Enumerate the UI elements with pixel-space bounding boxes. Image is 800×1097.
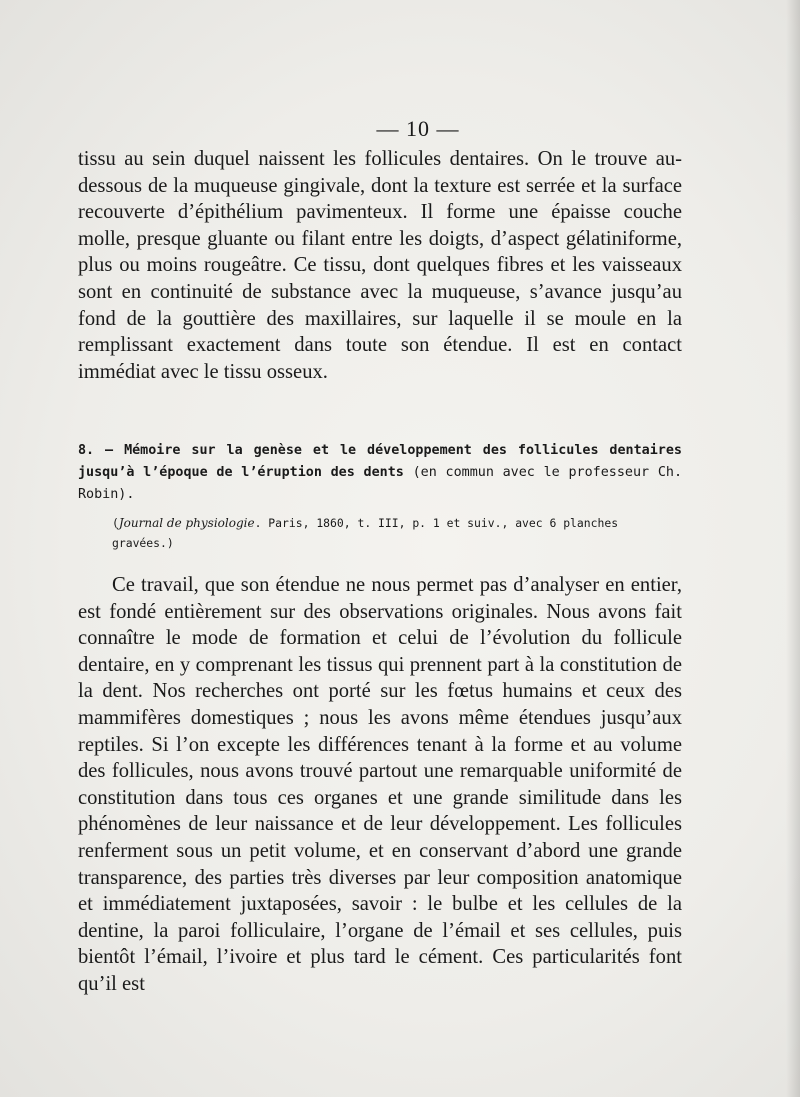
page-edge-shadow [786, 0, 800, 1097]
entry-citation [112, 513, 682, 553]
entry-number: 8. — [78, 443, 114, 458]
publication-entry [78, 440, 682, 506]
entry-coauthor: (en commun avec le professeur Ch. Robin). [78, 465, 683, 502]
page-number: — 10 — [376, 116, 460, 141]
paragraph-2: Ce travail, que son étendue ne nous permet pas d’analyser en entier, est fondé entièrement sur des observations originales. Nous avons fait connaître le mode de formation et celui de l’évolution du follicule dentaire, en y comprenant les tissus qui prennent part à la constitution de la dent. Nos recherches ont porté sur les fœtus humains et ceux des mammifères domestiques ; nous les avons même étendues jusqu’aux reptiles. Si l’on excepte les différences tenant à la forme et au volume des follicules, nous avons trouvé partout une remarquable uniformité de constitution dans tous ces organes et une grande similitude dans les phénomènes de leur naissance et de leur développement. Les follicules renferment sous un petit volume, et en conservant d’abord une grande transparence, des parties très diverses par leur composition anatomique et immédiatement juxtaposées, savoir : le bulbe et les cellules de la dentine, la paroi folliculaire, l’organe de l’émail et ses cellules, puis bientôt l’émail, l’ivoire et plus tard le cément. Ces particularités font qu’il est [78, 574, 682, 995]
citation-open: ( [112, 516, 119, 530]
paragraph-1: tissu au sein duquel naissent les follicules dentaires. On le trouve au-dessous de la muqueuse gingivale, dont la texture est serrée et la surface recouverte d’épithélium pavimenteux. Il forme une épaisse couche molle, presque gluante ou filant entre les doigts, d’aspect gélatiniforme, plus ou moins rougeâtre. Ce tissu, dont quelques fibres et les vaisseaux sont en continuité de substance avec la muqueuse, s’avance jusqu’au fond de la gouttière des maxillaires, sur laquelle il se moule en la remplissant exactement dans toute son étendue. Il est en contact immédiat avec le tissu osseux. [78, 148, 682, 383]
citation-journal: Journal de physiologie [118, 516, 255, 530]
citation-details: . Paris, 1860, t. III, p. 1 et suiv., avec 6 planches gravées.) [112, 516, 619, 550]
entry-title: Mémoire sur la genèse et le développement des follicules dentaires jusqu’à l’époque de l’éruption des dents [78, 443, 682, 480]
